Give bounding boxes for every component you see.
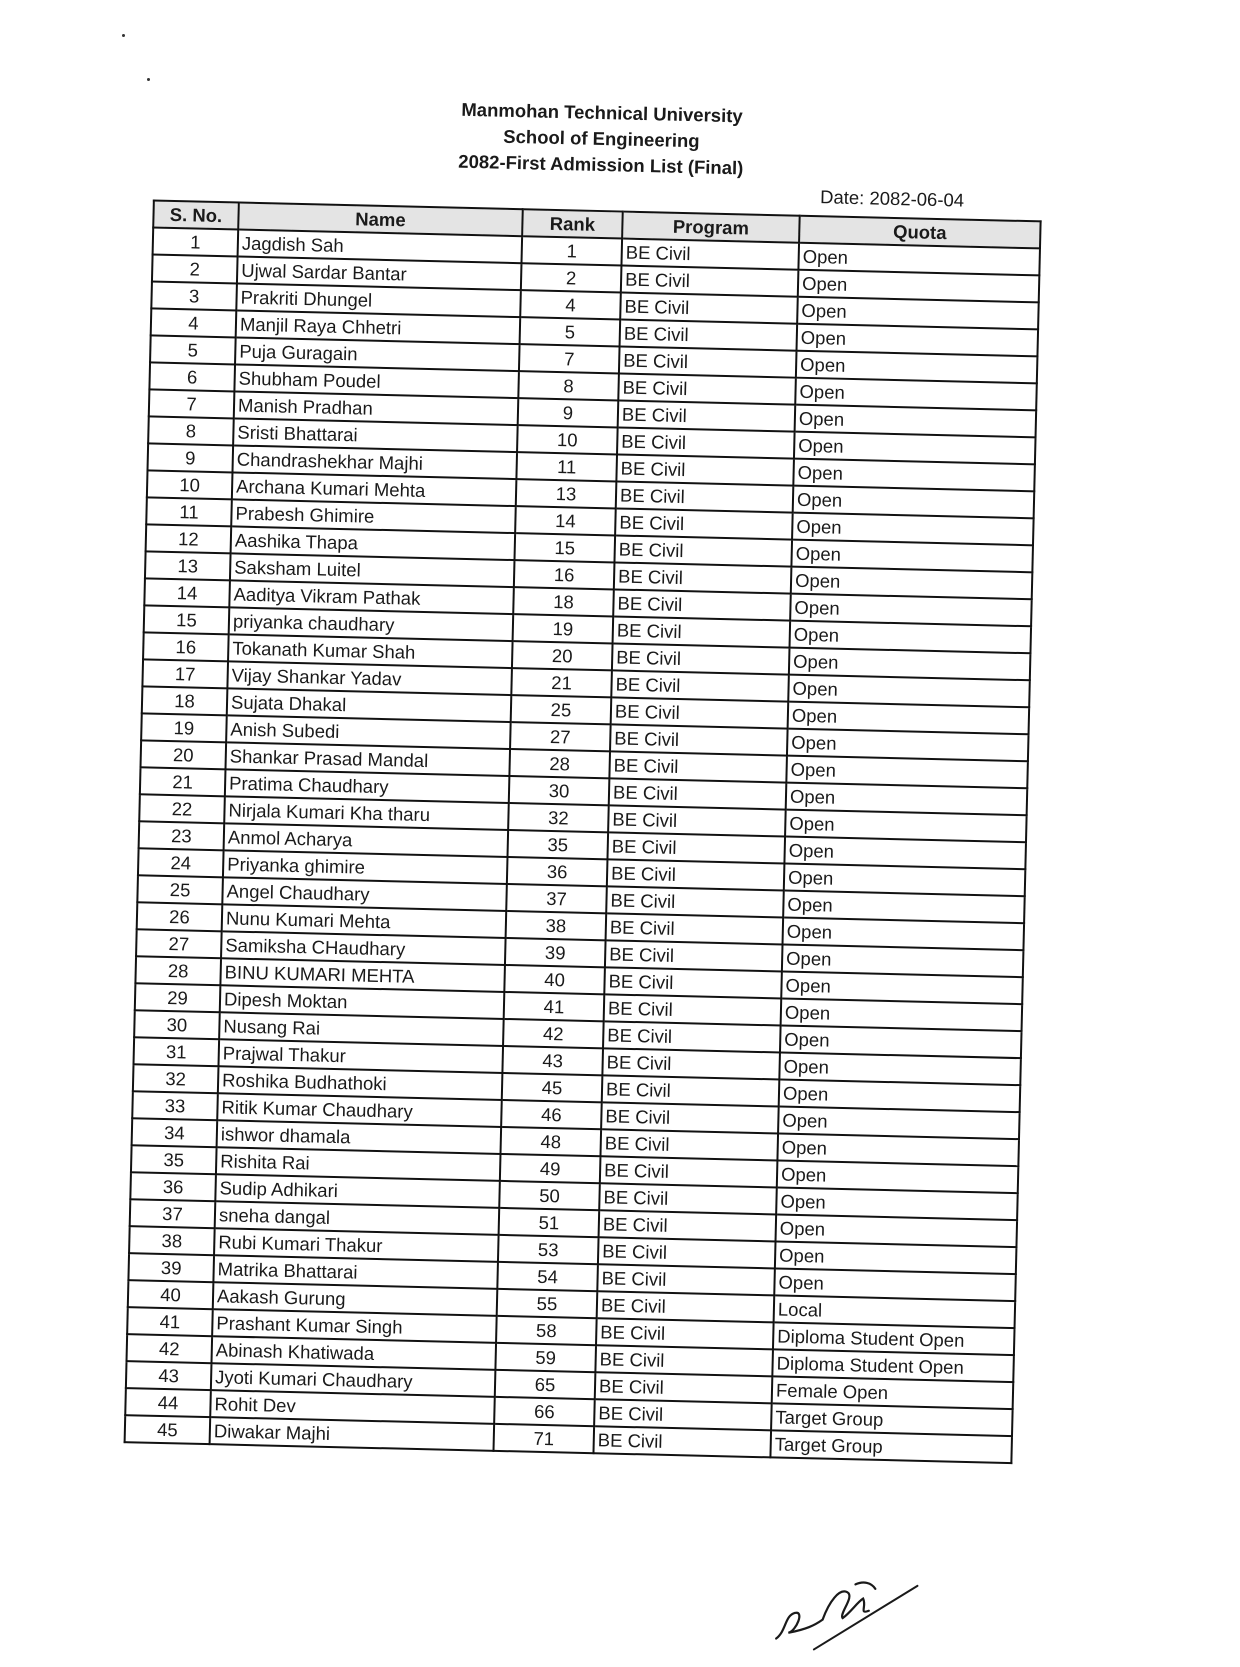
cell-program: BE Civil [612, 643, 790, 674]
column-header-rank: Rank [522, 209, 623, 238]
cell-program: BE Civil [604, 967, 782, 998]
cell-program: BE Civil [599, 1210, 777, 1241]
column-header-sno: S. No. [153, 200, 239, 229]
cell-name: Sudip Adhikari [215, 1174, 500, 1208]
cell-program: BE Civil [608, 805, 786, 836]
cell-program: BE Civil [602, 1075, 780, 1106]
cell-rank: 37 [506, 884, 607, 913]
cell-name: Dipesh Moktan [220, 985, 505, 1019]
cell-quota: Open [792, 513, 1034, 546]
cell-name: Puja Guragain [235, 337, 520, 371]
cell-rank: 42 [503, 1019, 604, 1048]
cell-program: BE Civil [598, 1237, 776, 1268]
cell-name: Aakash Gurung [213, 1282, 498, 1316]
cell-name: Prashant Kumar Singh [212, 1309, 497, 1343]
cell-program: BE Civil [593, 1426, 771, 1457]
list-date: Date: 2082-06-04 [819, 186, 965, 211]
cell-sno: 6 [149, 362, 235, 391]
cell-quota: Open [797, 297, 1039, 330]
cell-sno: 10 [147, 470, 233, 499]
cell-quota: Open [793, 486, 1035, 519]
cell-quota: Target Group [770, 1430, 1012, 1463]
cell-rank: 13 [516, 479, 617, 508]
cell-quota: Open [781, 971, 1023, 1004]
cell-quota: Open [783, 891, 1025, 924]
cell-rank: 66 [494, 1397, 595, 1426]
cell-program: BE Civil [595, 1345, 773, 1376]
document-header [401, 95, 803, 182]
cell-program: BE Civil [600, 1156, 778, 1187]
cell-quota: Open [790, 594, 1032, 627]
cell-name: Anish Subedi [226, 715, 511, 749]
cell-name: Ritik Kumar Chaudhary [217, 1093, 502, 1127]
cell-rank: 43 [502, 1046, 603, 1075]
cell-rank: 39 [505, 938, 606, 967]
admission-table [124, 199, 1042, 1464]
cell-program: BE Civil [614, 562, 792, 593]
cell-rank: 4 [520, 290, 621, 319]
cell-rank: 53 [498, 1235, 599, 1264]
cell-name: Prabesh Ghimire [231, 499, 516, 533]
cell-rank: 25 [511, 695, 612, 724]
cell-name: Rishita Rai [216, 1147, 501, 1181]
signature [766, 1560, 938, 1654]
cell-rank: 49 [500, 1154, 601, 1183]
cell-quota: Open [796, 351, 1038, 384]
cell-rank: 41 [504, 992, 605, 1021]
cell-name: Tokanath Kumar Shah [228, 634, 513, 668]
cell-sno: 14 [144, 578, 230, 607]
cell-sno: 32 [133, 1064, 219, 1093]
cell-name: Shubham Poudel [234, 364, 519, 398]
cell-sno: 37 [130, 1199, 216, 1228]
cell-quota: Open [774, 1268, 1016, 1301]
cell-name: Prakriti Dhungel [236, 283, 521, 317]
cell-quota: Diploma Student Open [773, 1322, 1015, 1355]
cell-quota: Open [776, 1187, 1018, 1220]
cell-quota: Open [781, 998, 1023, 1031]
cell-rank: 8 [518, 371, 619, 400]
cell-sno: 8 [148, 416, 234, 445]
cell-name: Samiksha CHaudhary [221, 931, 506, 965]
cell-quota: Open [777, 1160, 1019, 1193]
cell-sno: 20 [141, 740, 227, 769]
cell-program: BE Civil [597, 1291, 775, 1322]
cell-sno: 29 [135, 983, 221, 1012]
cell-rank: 18 [513, 587, 614, 616]
cell-program: BE Civil [616, 481, 794, 512]
cell-name: Nusang Rai [219, 1012, 504, 1046]
cell-name: Aaditya Vikram Pathak [229, 580, 514, 614]
cell-sno: 18 [142, 686, 228, 715]
cell-rank: 28 [509, 749, 610, 778]
cell-sno: 41 [127, 1307, 213, 1336]
cell-program: BE Civil [610, 724, 788, 755]
cell-rank: 21 [511, 668, 612, 697]
cell-sno: 13 [145, 551, 231, 580]
cell-name: Diwakar Majhi [210, 1417, 495, 1451]
cell-rank: 5 [520, 317, 621, 346]
cell-rank: 11 [516, 452, 617, 481]
cell-rank: 59 [495, 1343, 596, 1372]
cell-name: Jyoti Kumari Chaudhary [211, 1363, 496, 1397]
cell-name: Aashika Thapa [231, 526, 516, 560]
cell-program: BE Civil [601, 1102, 779, 1133]
cell-name: Sristi Bhattarai [233, 418, 518, 452]
cell-name: Angel Chaudhary [222, 877, 507, 911]
cell-rank: 50 [499, 1181, 600, 1210]
cell-rank: 35 [507, 830, 608, 859]
cell-program: BE Civil [602, 1048, 780, 1079]
cell-program: BE Civil [605, 940, 783, 971]
cell-sno: 17 [142, 659, 228, 688]
cell-quota: Open [779, 1079, 1021, 1112]
cell-quota: Open [795, 405, 1037, 438]
cell-sno: 31 [134, 1037, 220, 1066]
cell-sno: 22 [139, 794, 225, 823]
cell-rank: 48 [500, 1127, 601, 1156]
cell-sno: 33 [132, 1091, 218, 1120]
cell-rank: 71 [494, 1424, 595, 1453]
cell-quota: Open [788, 702, 1030, 735]
cell-program: BE Civil [620, 320, 798, 351]
cell-program: BE Civil [618, 373, 796, 404]
cell-program: BE Civil [621, 239, 799, 270]
cell-quota: Female Open [772, 1376, 1014, 1409]
cell-quota: Open [791, 567, 1033, 600]
school-name: School of Engineering [503, 125, 700, 152]
cell-rank: 65 [495, 1370, 596, 1399]
cell-name: Shankar Prasad Mandal [225, 742, 510, 776]
cell-rank: 16 [514, 560, 615, 589]
cell-quota: Open [786, 756, 1028, 789]
cell-name: BINU KUMARI MEHTA [220, 958, 505, 992]
cell-program: BE Civil [621, 266, 799, 297]
cell-sno: 21 [140, 767, 226, 796]
cell-name: Saksham Luitel [230, 553, 515, 587]
cell-program: BE Civil [615, 508, 793, 539]
cell-quota: Open [794, 432, 1036, 465]
cell-program: BE Civil [606, 913, 784, 944]
cell-program: BE Civil [609, 751, 787, 782]
cell-program: BE Civil [594, 1399, 772, 1430]
cell-quota: Open [782, 945, 1024, 978]
cell-program: BE Civil [600, 1129, 778, 1160]
cell-program: BE Civil [618, 400, 796, 431]
cell-sno: 27 [136, 929, 222, 958]
cell-quota: Open [780, 1025, 1022, 1058]
cell-name: Sujata Dhakal [227, 688, 512, 722]
cell-rank: 55 [497, 1289, 598, 1318]
cell-sno: 5 [150, 335, 236, 364]
cell-sno: 23 [139, 821, 225, 850]
cell-program: BE Civil [614, 535, 792, 566]
cell-sno: 40 [128, 1280, 214, 1309]
cell-quota: Open [789, 648, 1031, 681]
cell-program: BE Civil [617, 427, 795, 458]
cell-quota: Open [779, 1052, 1021, 1085]
cell-sno: 2 [152, 254, 238, 283]
cell-name: Rohit Dev [210, 1390, 495, 1424]
cell-rank: 51 [499, 1208, 600, 1237]
cell-rank: 19 [513, 614, 614, 643]
cell-quota: Open [795, 378, 1037, 411]
cell-program: BE Civil [620, 293, 798, 324]
cell-quota: Open [778, 1106, 1020, 1139]
cell-rank: 45 [502, 1073, 603, 1102]
cell-program: BE Civil [611, 697, 789, 728]
cell-quota: Local [774, 1295, 1016, 1328]
cell-quota: Open [793, 459, 1035, 492]
cell-quota: Open [791, 540, 1033, 573]
cell-name: Ujwal Sardar Bantar [237, 256, 522, 290]
cell-name: Archana Kumari Mehta [232, 472, 517, 506]
cell-rank: 1 [521, 236, 622, 265]
cell-program: BE Civil [613, 589, 791, 620]
cell-name: Roshika Budhathoki [218, 1066, 503, 1100]
cell-quota: Open [777, 1133, 1019, 1166]
cell-name: Manjil Raya Chhetri [236, 310, 521, 344]
column-header-name: Name [238, 202, 523, 236]
cell-name: Jagdish Sah [238, 229, 523, 263]
cell-program: BE Civil [606, 886, 784, 917]
cell-sno: 35 [131, 1145, 217, 1174]
cell-program: BE Civil [596, 1318, 774, 1349]
cell-sno: 12 [146, 524, 232, 553]
cell-name: Pratima Chaudhary [225, 769, 510, 803]
cell-name: Nirjala Kumari Kha tharu [224, 796, 509, 830]
cell-program: BE Civil [616, 454, 794, 485]
cell-name: Nunu Kumari Mehta [222, 904, 507, 938]
cell-rank: 46 [501, 1100, 602, 1129]
cell-program: BE Civil [611, 670, 789, 701]
cell-sno: 30 [134, 1010, 220, 1039]
cell-sno: 3 [151, 281, 237, 310]
cell-rank: 40 [504, 965, 605, 994]
cell-sno: 45 [125, 1415, 211, 1444]
cell-quota: Open [784, 864, 1026, 897]
table-body [125, 227, 1040, 1463]
cell-rank: 7 [519, 344, 620, 373]
cell-quota: Open [775, 1241, 1017, 1274]
cell-quota: Open [783, 918, 1025, 951]
cell-sno: 28 [135, 956, 221, 985]
cell-quota: Open [798, 270, 1040, 303]
cell-name: Rubi Kumari Thakur [214, 1228, 499, 1262]
cell-rank: 14 [515, 506, 616, 535]
cell-program: BE Civil [597, 1264, 775, 1295]
cell-name: Anmol Acharya [224, 823, 509, 857]
cell-program: BE Civil [607, 859, 785, 890]
cell-program: BE Civil [604, 994, 782, 1025]
column-header-quota: Quota [799, 216, 1041, 249]
cell-rank: 9 [518, 398, 619, 427]
cell-program: BE Civil [613, 616, 791, 647]
list-title: 2082-First Admission List (Final) [458, 150, 744, 179]
cell-quota: Open [785, 810, 1027, 843]
cell-program: BE Civil [607, 832, 785, 863]
cell-name: Manish Pradhan [234, 391, 519, 425]
cell-sno: 36 [130, 1172, 216, 1201]
cell-program: BE Civil [619, 347, 797, 378]
cell-name: Chandrashekhar Majhi [232, 445, 517, 479]
cell-program: BE Civil [603, 1021, 781, 1052]
cell-rank: 20 [512, 641, 613, 670]
cell-sno: 15 [144, 605, 230, 634]
cell-quota: Open [790, 621, 1032, 654]
cell-name: priyanka chaudhary [229, 607, 514, 641]
cell-sno: 43 [126, 1361, 212, 1390]
cell-sno: 34 [132, 1118, 218, 1147]
cell-quota: Diploma Student Open [772, 1349, 1014, 1382]
cell-name: ishwor dhamala [217, 1120, 502, 1154]
university-name: Manmohan Technical University [461, 98, 743, 127]
cell-quota: Open [787, 729, 1029, 762]
cell-sno: 7 [149, 389, 235, 418]
cell-sno: 42 [127, 1334, 213, 1363]
cell-quota: Open [788, 675, 1030, 708]
cell-rank: 36 [507, 857, 608, 886]
cell-rank: 58 [496, 1316, 597, 1345]
cell-sno: 11 [146, 497, 232, 526]
cell-name: Matrika Bhattarai [213, 1255, 498, 1289]
cell-sno: 19 [141, 713, 227, 742]
cell-sno: 39 [128, 1253, 214, 1282]
cell-rank: 32 [508, 803, 609, 832]
cell-rank: 27 [510, 722, 611, 751]
cell-name: Vijay Shankar Yadav [227, 661, 512, 695]
cell-program: BE Civil [599, 1183, 777, 1214]
cell-program: BE Civil [609, 778, 787, 809]
cell-quota: Open [786, 783, 1028, 816]
cell-rank: 2 [521, 263, 622, 292]
cell-rank: 30 [509, 776, 610, 805]
cell-name: sneha dangal [215, 1201, 500, 1235]
cell-name: Priyanka ghimire [223, 850, 508, 884]
cell-sno: 24 [138, 848, 224, 877]
cell-quota: Open [798, 243, 1040, 276]
cell-sno: 1 [153, 227, 239, 256]
cell-rank: 15 [514, 533, 615, 562]
cell-name: Abinash Khatiwada [211, 1336, 496, 1370]
cell-sno: 38 [129, 1226, 215, 1255]
cell-quota: Open [784, 837, 1026, 870]
column-header-program: Program [622, 212, 800, 243]
cell-quota: Open [776, 1214, 1018, 1247]
cell-sno: 9 [148, 443, 234, 472]
cell-quota: Open [797, 324, 1039, 357]
cell-name: Prajwal Thakur [218, 1039, 503, 1073]
cell-sno: 44 [125, 1388, 211, 1417]
cell-rank: 10 [517, 425, 618, 454]
cell-sno: 25 [137, 875, 223, 904]
cell-rank: 38 [506, 911, 607, 940]
cell-sno: 4 [151, 308, 237, 337]
cell-quota: Target Group [771, 1403, 1013, 1436]
cell-program: BE Civil [595, 1372, 773, 1403]
cell-sno: 26 [137, 902, 223, 931]
cell-rank: 54 [497, 1262, 598, 1291]
cell-sno: 16 [143, 632, 229, 661]
